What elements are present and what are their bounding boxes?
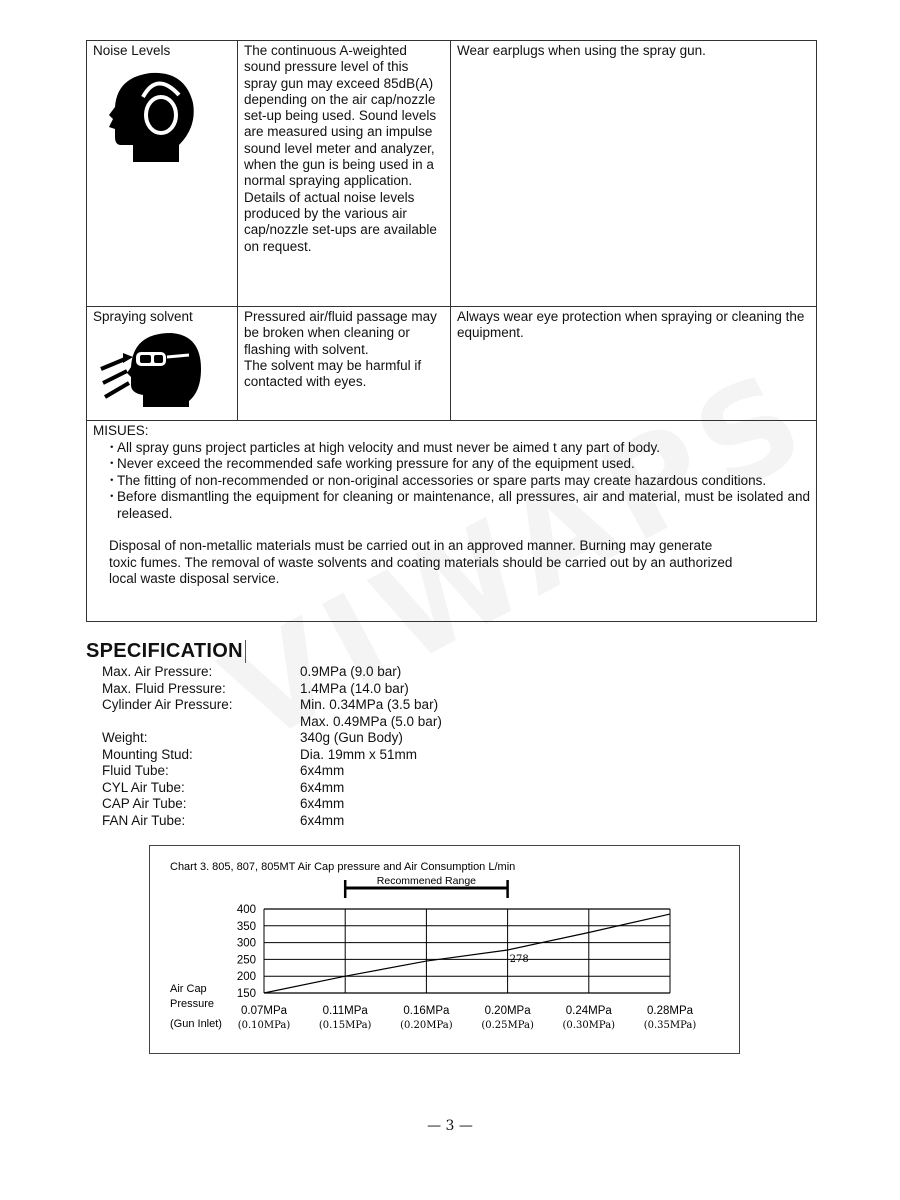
- y-tick-label: 400: [236, 904, 256, 916]
- hazard-precaution: Wear earplugs when using the spray gun.: [451, 41, 817, 307]
- spec-value: 6x4mm: [300, 812, 345, 828]
- hazard-title: Noise Levels: [93, 43, 171, 58]
- misuse-heading: MISUES:: [93, 423, 149, 438]
- x-tick-label-secondary: (0.30MPa): [562, 1020, 616, 1031]
- eye-protection-icon: [93, 329, 231, 413]
- spec-label: Weight:: [102, 730, 148, 745]
- spec-value: Min. 0.34MPa (3.5 bar): [300, 697, 439, 712]
- spec-value: Max. 0.49MPa (5.0 bar): [300, 713, 442, 729]
- hazard-title-cell: [87, 307, 238, 421]
- spec-row: [102, 681, 500, 698]
- hazard-precaution: Always wear eye protection when spraying or cleaning the equipment.: [451, 307, 817, 421]
- spec-row: [102, 664, 500, 681]
- x-tick-label: 0.20MPa: [484, 1005, 531, 1017]
- air-consumption-chart: [149, 845, 740, 1054]
- hazard-description: The continuous A-weighted sound pressure level of this spray gun may exceed 85dB(A) depending on the air cap/nozzle set-up being used. Sound levels are measured using an impulse sound level meter and analyzer, when the gun is being used in a normal spraying application. Details of actual noise levels produced by the various air cap/nozzle set-ups are available on request.: [238, 41, 451, 307]
- spec-row: [102, 780, 500, 797]
- x-tick-label: 0.24MPa: [565, 1005, 612, 1017]
- x-tick-label: 0.16MPa: [403, 1005, 450, 1017]
- chart-title: Chart 3. 805, 807, 805MT Air Cap pressure and Air Consumption L/min: [170, 861, 516, 873]
- disposal-note: Disposal of non-metallic materials must be carried out in an approved manner. Burning may generate toxic fumes. The removal of waste solvents and coating materials should be carried out by an authorized local waste disposal service.: [109, 538, 733, 586]
- spec-row: [102, 730, 500, 747]
- spec-label: CAP Air Tube:: [102, 796, 187, 811]
- list-item: ・ Never exceed the recommended safe working pressure for any of the equipment used.: [117, 456, 810, 473]
- hazard-table: [86, 40, 817, 421]
- table-row: [87, 41, 817, 307]
- x-tick-label-secondary: (0.10MPa): [237, 1020, 291, 1031]
- x-tick-label: 0.07MPa: [240, 1005, 288, 1017]
- table-row: [87, 307, 817, 421]
- spec-label: CYL Air Tube:: [102, 779, 185, 795]
- list-item: ・ The fitting of non-recommended or non-original accessories or spare parts may create hazardous conditions.: [117, 473, 810, 490]
- spec-row: [102, 796, 500, 813]
- hazard-title: Spraying solvent: [93, 309, 193, 324]
- y-axis-label: Pressure: [170, 998, 215, 1010]
- y-tick-label: 350: [236, 920, 256, 933]
- x-axis-label: (Gun Inlet): [170, 1018, 222, 1030]
- y-tick-label: 250: [236, 954, 256, 967]
- y-tick-label: 200: [236, 971, 256, 984]
- spec-label: Fluid Tube:: [102, 763, 169, 778]
- y-tick-label: 300: [236, 937, 256, 950]
- spec-row: [102, 714, 500, 731]
- spec-row: [102, 763, 500, 780]
- x-tick-label-secondary: (0.25MPa): [481, 1020, 534, 1031]
- list-item: ・ All spray guns project particles at high velocity and must never be aimed t any part of body.: [117, 440, 810, 457]
- spec-value: 6x4mm: [300, 779, 345, 795]
- hazard-description: Pressured air/fluid passage may be broken when cleaning or flashing with solvent. The solvent may be harmful if contacted with eyes.: [238, 307, 451, 421]
- spec-row: [102, 747, 500, 764]
- spec-row: [102, 697, 500, 714]
- misuse-section: [86, 421, 817, 622]
- x-tick-label-secondary: (0.20MPa): [400, 1020, 453, 1031]
- spec-value: 6x4mm: [300, 796, 345, 811]
- page-number: — 3 —: [427, 1118, 473, 1134]
- data-label: 278: [509, 953, 529, 965]
- misuse-list: [93, 440, 810, 523]
- spec-label: Max. Air Pressure:: [102, 664, 213, 679]
- spec-label: FAN Air Tube:: [102, 812, 186, 828]
- spec-value: 340g (Gun Body): [300, 730, 403, 745]
- section-title: SPECIFICATION: [86, 640, 246, 663]
- specification-list: [102, 664, 500, 829]
- range-label: Recommened Range: [376, 875, 477, 887]
- spec-value: Dia. 19mm x 51mm: [300, 746, 418, 762]
- spec-value: 0.9MPa (9.0 bar): [300, 664, 402, 679]
- x-tick-label: 0.28MPa: [646, 1005, 694, 1017]
- hazard-title-cell: [87, 41, 238, 307]
- x-tick-label: 0.11MPa: [322, 1005, 368, 1017]
- y-axis-label: Air Cap: [170, 983, 207, 995]
- chart-canvas: [150, 846, 739, 1053]
- spec-value: 1.4MPa (14.0 bar): [300, 680, 409, 696]
- spec-label: Mounting Stud:: [102, 746, 193, 762]
- list-item: ・ Before dismantling the equipment for cleaning or maintenance, all pressures, air and material, must be isolated and released.: [117, 489, 810, 522]
- spec-label: [102, 714, 300, 731]
- spec-row: [102, 813, 500, 830]
- x-tick-label-secondary: (0.35MPa): [643, 1020, 697, 1031]
- y-tick-label: 150: [236, 988, 256, 1000]
- ear-protection-icon: [93, 67, 231, 171]
- spec-label: Cylinder Air Pressure:: [102, 697, 233, 712]
- spec-label: Max. Fluid Pressure:: [102, 680, 226, 696]
- spec-value: 6x4mm: [300, 763, 345, 778]
- x-tick-label-secondary: (0.15MPa): [318, 1020, 372, 1031]
